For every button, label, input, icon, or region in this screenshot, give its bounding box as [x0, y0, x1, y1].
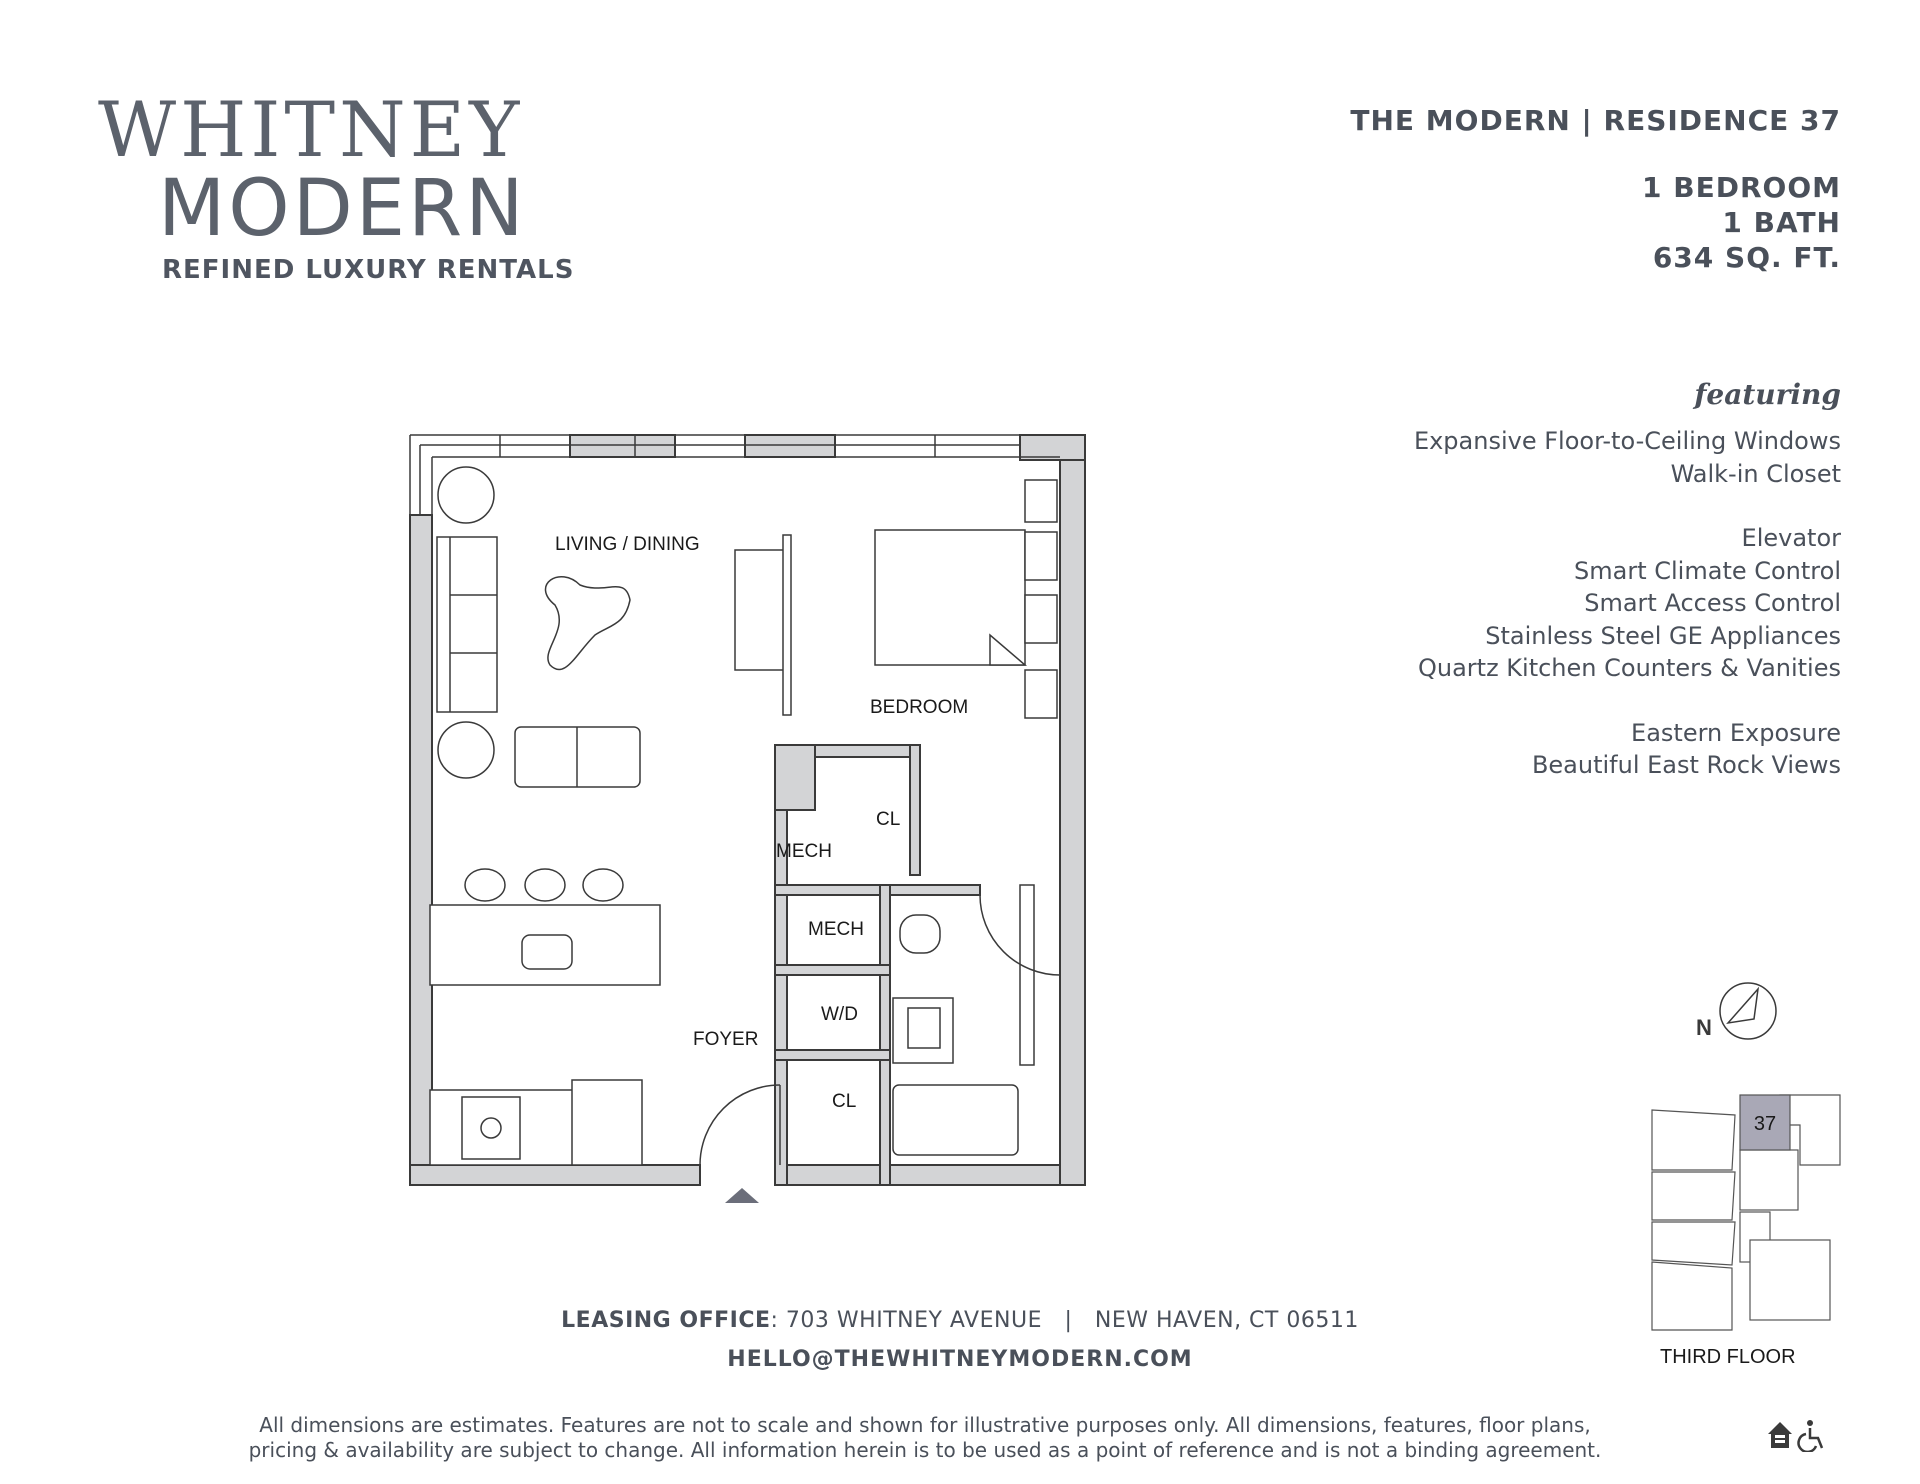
key-plan-caption: THIRD FLOOR — [1660, 1346, 1796, 1368]
stool — [525, 869, 565, 901]
kitchen-sink — [522, 935, 572, 969]
feature-item: Walk-in Closet — [1670, 459, 1841, 488]
entry-arrow-icon — [725, 1188, 759, 1203]
stool — [465, 869, 505, 901]
wall-bath-left — [880, 885, 890, 1185]
feature-item: Stainless Steel GE Appliances — [1485, 621, 1841, 650]
disclaimer-line: All dimensions are estimates. Features are not to scale and shown for illustrative purposes only. All dimensions, features, floor plans, — [259, 1413, 1591, 1437]
compass-label: N — [1696, 1015, 1712, 1040]
bedroom-count: 1 BEDROOM — [1642, 171, 1841, 204]
room-label-mech: MECH — [776, 841, 832, 862]
wall-bath-top — [775, 885, 980, 895]
disclaimer-line: pricing & availability are subject to change. All information herein is to be used as a point of reference and is not a binding agreement. — [248, 1438, 1602, 1462]
footer-separator: | — [1064, 1308, 1073, 1333]
residence-title: THE MODERN | RESIDENCE 37 — [1350, 104, 1841, 137]
equal-housing-accessibility-icons — [1766, 1418, 1826, 1452]
wall-closet-right — [910, 745, 920, 875]
room-label-living: LIVING / DINING — [555, 534, 700, 555]
accessibility-icon — [1799, 1420, 1822, 1452]
office-city: NEW HAVEN, CT 06511 — [1094, 1308, 1359, 1333]
room-label-foyer: FOYER — [693, 1029, 759, 1050]
wall-mech2-bottom — [775, 965, 890, 975]
feature-item: Expansive Floor-to-Ceiling Windows — [1413, 427, 1841, 455]
feature-item: Smart Climate Control — [1574, 556, 1841, 585]
office-label: LEASING OFFICE — [561, 1308, 771, 1333]
logo-tagline: REFINED LUXURY RENTALS — [162, 255, 575, 285]
disclaimer — [200, 1413, 1650, 1463]
room-label-closet: CL — [832, 1091, 857, 1112]
floor-plan — [400, 425, 1100, 1215]
wall-west — [410, 515, 432, 1185]
bathtub — [893, 1085, 1018, 1155]
wall-south-right — [780, 1165, 1085, 1185]
wall-south-left — [410, 1165, 700, 1185]
key-plan — [1640, 1090, 1850, 1335]
feature-item: Smart Access Control — [1584, 589, 1841, 617]
side-table — [438, 722, 494, 778]
room-label-closet: CL — [876, 809, 901, 830]
leasing-office-address — [0, 1308, 1920, 1333]
stool — [583, 869, 623, 901]
room-label-mech: MECH — [808, 919, 864, 940]
contact-email[interactable]: HELLO@THEWHITNEYMODERN.COM — [727, 1347, 1193, 1372]
wall-pier-2 — [745, 435, 835, 457]
square-footage: 634 SQ. FT. — [1652, 241, 1841, 274]
wall-pier-1 — [570, 435, 675, 457]
logo-line-modern: MODERN — [158, 164, 527, 254]
media-panel — [783, 535, 791, 715]
toilet — [900, 915, 940, 953]
room-label-bedroom: BEDROOM — [870, 697, 969, 718]
feature-item: Elevator — [1741, 524, 1841, 552]
equal-housing-icon — [1768, 1422, 1792, 1448]
compass-icon — [1688, 975, 1788, 1055]
media-unit — [735, 550, 785, 670]
feature-item: Eastern Exposure — [1631, 718, 1841, 747]
refrigerator — [572, 1080, 642, 1165]
mech-chase — [775, 745, 815, 810]
feature-item: Beautiful East Rock Views — [1531, 751, 1841, 779]
logo-line-whitney: WHITNEY — [98, 85, 524, 174]
features-heading: featuring — [1694, 378, 1841, 411]
side-table — [438, 467, 494, 523]
key-plan-unit-label: 37 — [1753, 1113, 1777, 1135]
features-list — [1414, 425, 1841, 782]
room-label-washer-dryer: W/D — [821, 1004, 858, 1025]
wall-east — [1060, 435, 1085, 1185]
feature-item: Quartz Kitchen Counters & Vanities — [1417, 654, 1841, 682]
office-address: : 703 WHITNEY AVENUE — [770, 1308, 1042, 1333]
sofa — [437, 537, 497, 712]
bath-count: 1 BATH — [1722, 206, 1841, 239]
coffee-table — [545, 577, 630, 670]
entry-door-swing — [700, 1085, 780, 1165]
wall-wd-bottom — [775, 1050, 890, 1060]
